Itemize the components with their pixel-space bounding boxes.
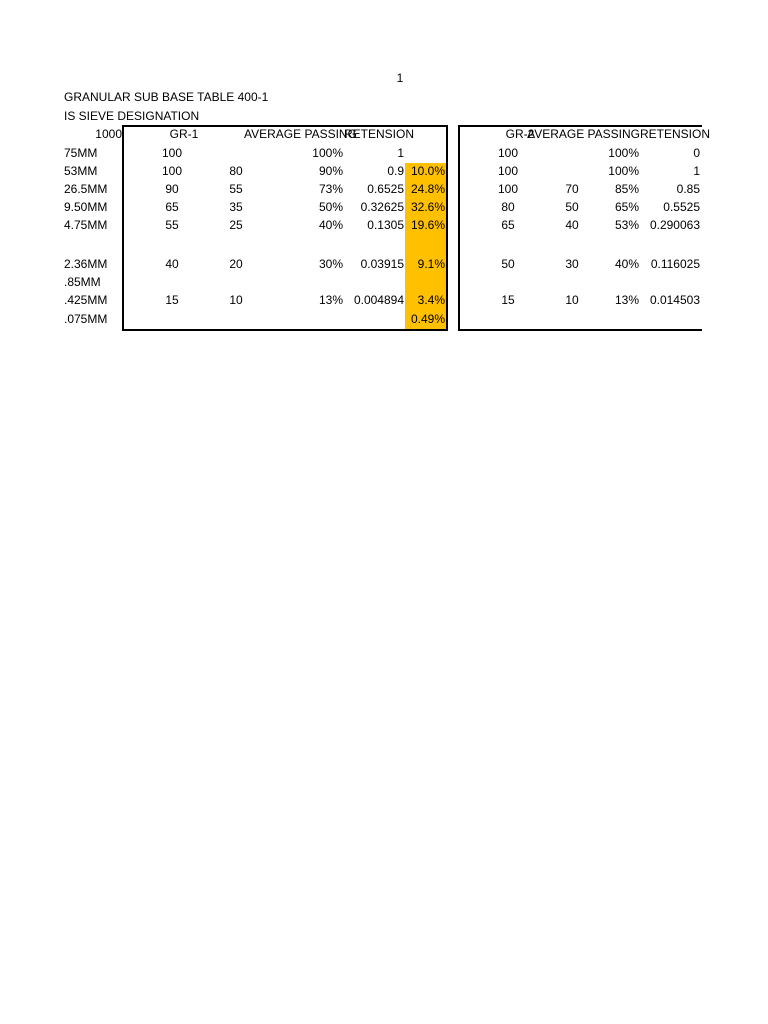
gr2-average: 53% bbox=[614, 218, 639, 232]
sieve-size: 4.75MM bbox=[64, 218, 108, 232]
gr1-header: GR-1 bbox=[169, 127, 199, 141]
gr1-retension-percent: 0.49% bbox=[410, 312, 445, 326]
gr2-upper: 100 bbox=[497, 164, 519, 178]
gr2-retension-header: RETENSION bbox=[640, 127, 711, 141]
gr1-lower: 35 bbox=[229, 200, 243, 214]
left-table-border-left bbox=[122, 125, 124, 331]
right-table-border-bottom bbox=[459, 329, 702, 331]
sieve-size: .075MM bbox=[64, 312, 108, 326]
page-number: 1 bbox=[396, 71, 404, 85]
gr1-retension-percent: 19.6% bbox=[410, 218, 445, 232]
sieve-header: 1000 bbox=[95, 127, 122, 141]
gr2-upper: 65 bbox=[501, 218, 515, 232]
gr1-average: 90% bbox=[318, 164, 343, 178]
gr2-average: 40% bbox=[614, 257, 639, 271]
sieve-size: 75MM bbox=[64, 146, 98, 160]
gr1-retension-percent: 3.4% bbox=[417, 293, 445, 307]
gr2-retension: 0.85 bbox=[676, 182, 700, 196]
gr1-average: 13% bbox=[318, 293, 343, 307]
sieve-size: .425MM bbox=[64, 293, 108, 307]
gr1-upper: 100 bbox=[161, 146, 183, 160]
gr2-retension: 0 bbox=[693, 146, 700, 160]
gr1-retension-percent: 32.6% bbox=[410, 200, 445, 214]
gr1-upper: 90 bbox=[165, 182, 179, 196]
gr2-upper: 100 bbox=[497, 146, 519, 160]
gr2-average: 13% bbox=[614, 293, 639, 307]
gr1-upper: 15 bbox=[165, 293, 179, 307]
gr2-average: 65% bbox=[614, 200, 639, 214]
right-table-border-left bbox=[458, 125, 460, 331]
sieve-size: 9.50MM bbox=[64, 200, 108, 214]
sieve-size: 53MM bbox=[64, 164, 98, 178]
gr1-average: 100% bbox=[312, 146, 343, 160]
left-table-border-bottom bbox=[123, 329, 447, 331]
gr1-upper: 100 bbox=[161, 164, 183, 178]
gr2-upper: 100 bbox=[497, 182, 519, 196]
gr2-lower: 10 bbox=[565, 293, 579, 307]
gr2-lower: 40 bbox=[565, 218, 579, 232]
gr2-lower: 30 bbox=[565, 257, 579, 271]
gr1-lower: 80 bbox=[229, 164, 243, 178]
gr1-average: 30% bbox=[318, 257, 343, 271]
gr2-lower: 70 bbox=[565, 182, 579, 196]
gr1-upper: 65 bbox=[165, 200, 179, 214]
sheet-title: GRANULAR SUB BASE TABLE 400-1 bbox=[64, 90, 269, 104]
gr1-retension: 0.9 bbox=[387, 164, 404, 178]
gr1-retension: 1 bbox=[397, 146, 404, 160]
gr1-lower: 25 bbox=[229, 218, 243, 232]
gr2-average: 100% bbox=[608, 146, 639, 160]
left-table-border-right bbox=[446, 125, 448, 331]
sheet-subtitle: IS SIEVE DESIGNATION bbox=[64, 109, 200, 123]
gr1-lower: 20 bbox=[229, 257, 243, 271]
gr2-upper: 50 bbox=[501, 257, 515, 271]
gr1-retension: 0.004894 bbox=[353, 293, 404, 307]
gr2-upper: 80 bbox=[501, 200, 515, 214]
gr2-header: GR-2 bbox=[505, 127, 535, 141]
gr2-average-passing-header: AVERAGE PASSING bbox=[527, 127, 640, 141]
sieve-size: 2.36MM bbox=[64, 257, 108, 271]
gr1-average: 73% bbox=[318, 182, 343, 196]
gr1-average: 40% bbox=[318, 218, 343, 232]
gr1-retension-percent: 24.8% bbox=[410, 182, 445, 196]
gr2-retension: 0.5525 bbox=[663, 200, 700, 214]
gr2-upper: 15 bbox=[501, 293, 515, 307]
gr1-retension-percent: 9.1% bbox=[417, 257, 445, 271]
gr2-average: 85% bbox=[614, 182, 639, 196]
gr1-retension: 0.6525 bbox=[367, 182, 404, 196]
gr2-average: 100% bbox=[608, 164, 639, 178]
gr1-lower: 55 bbox=[229, 182, 243, 196]
gr1-retension-percent bbox=[405, 146, 445, 160]
sieve-size: 26.5MM bbox=[64, 182, 108, 196]
gr1-lower: 10 bbox=[229, 293, 243, 307]
gr1-upper: 40 bbox=[165, 257, 179, 271]
gr2-retension: 0.014503 bbox=[649, 293, 700, 307]
gr1-retension-header: RETENSION bbox=[344, 127, 415, 141]
gr1-lower bbox=[206, 146, 266, 160]
gr1-retension: 0.03915 bbox=[360, 257, 404, 271]
gr1-average-passing-header: AVERAGE PASSING bbox=[244, 127, 357, 141]
gr1-retension-percent: 10.0% bbox=[410, 164, 445, 178]
gr1-upper: 55 bbox=[165, 218, 179, 232]
gr1-retension: 0.1305 bbox=[367, 218, 404, 232]
gr2-retension: 0.116025 bbox=[650, 257, 700, 271]
gr2-retension: 1 bbox=[693, 164, 700, 178]
gr1-retension: 0.32625 bbox=[360, 200, 404, 214]
sieve-size: .85MM bbox=[64, 275, 101, 289]
gr1-average: 50% bbox=[318, 200, 343, 214]
gr2-lower: 50 bbox=[565, 200, 579, 214]
gr2-retension: 0.290063 bbox=[649, 218, 700, 232]
